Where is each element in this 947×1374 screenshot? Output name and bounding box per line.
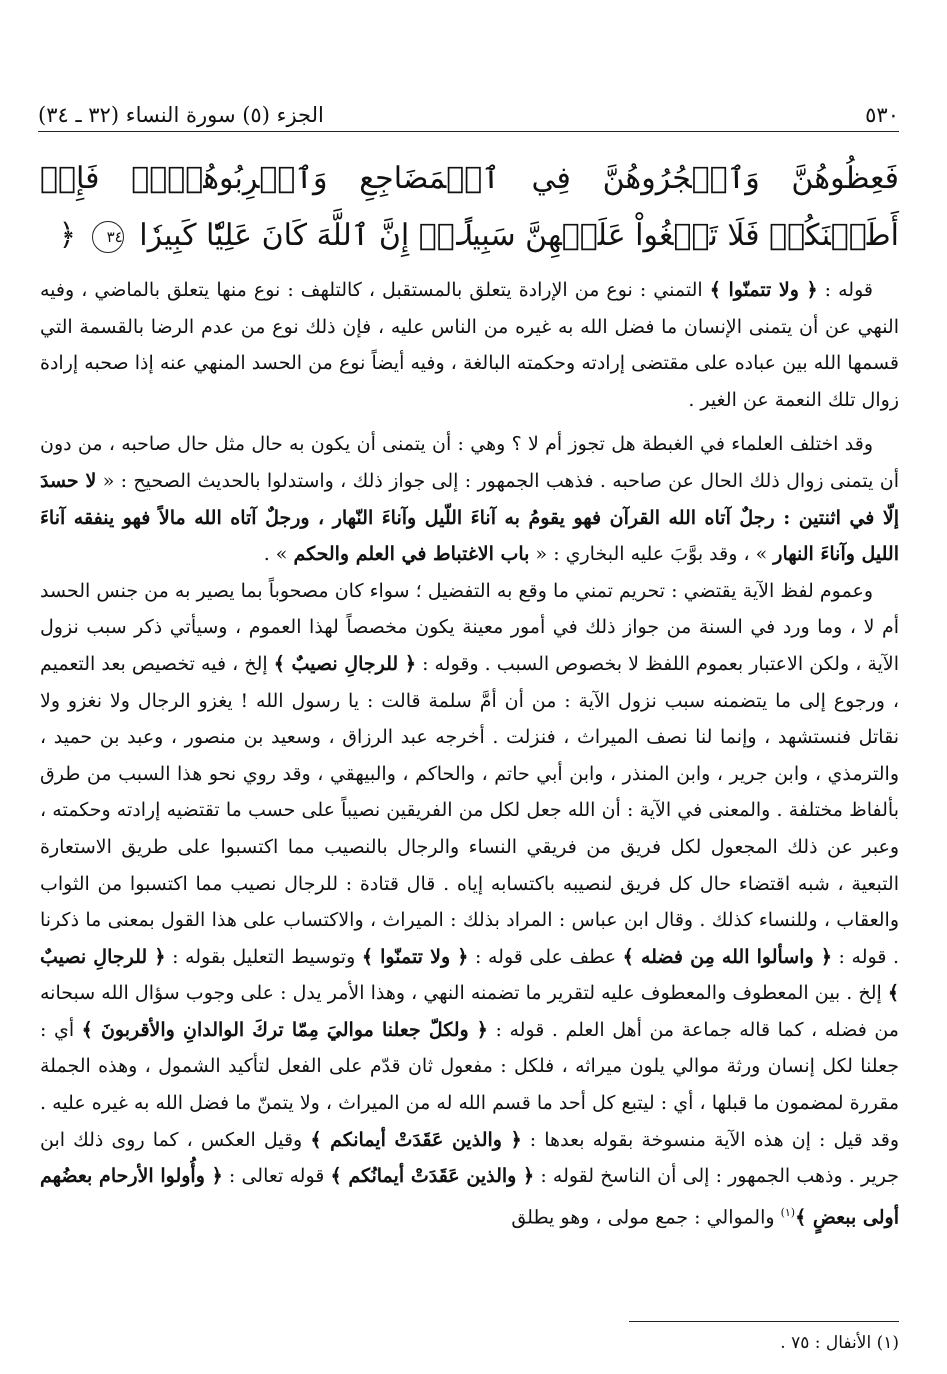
text-run: أي : جعلنا لكل إنسان ورثة موالي يلون ميراثه ، فلكل : مفعول ثان قدّم على الفعل لتأكيد الشمول ، وهذه الجملة مقررة لمضمون ما قبلها ، أي : ليتبع كل أحد ما قسم الله له من الميراث ، ولا يتمنّ ما فضل الله به غيره عليه . وقد قيل : إن هذه الآية منسوخة بقوله بعدها : [40, 1018, 899, 1151]
quoted-text: باب الاغتباط في العلم والحكم [293, 543, 530, 566]
quoted-text: ﴿ واسألوا الله مِن فضله ﴾ [622, 945, 832, 968]
text-run: والموالي : جمع مولى ، وهو يطلق [511, 1206, 781, 1229]
verse-close-bracket: ﴿ [58, 218, 77, 253]
verse-text: فَعِظُوهُنَّ وَٱهۡجُرُوهُنَّ فِي ٱلۡمَضَاجِعِ وَٱضۡرِبُوهُنَّۖ فَإِنۡ أَطَعۡنَكُمۡ فَلَا تَبۡغُواْ عَلَيۡهِنَّ سَبِيلًاۗ إِنَّ ٱللَّهَ كَانَ عَلِيّٗا كَبِيرٗا [40, 161, 899, 253]
quoted-text: ﴿ للرجالِ نصيبٌ ﴾ [40, 945, 899, 1005]
quoted-text: ﴿ والذين عَقَدَتْ أيمانكم ﴾ [310, 1128, 522, 1151]
footnote-divider [629, 1321, 899, 1322]
text-run: قوله : [817, 279, 873, 301]
text-run: » . [263, 543, 294, 566]
quoted-text: ﴿ ولكلّ جعلنا مواليَ مِمّا تركَ الوالدانِ والأقربونَ ﴾ [81, 1018, 488, 1041]
text-run: إلخ ، فيه تخصيص بعد التعميم ، ورجوع إلى ما يتضمنه سبب نزول الآية : من أن أمَّ سلمة قالت : يا رسول الله ! يغزو الرجال ولا نغزو ولا نقاتل فنستشهد ، وإنما لنا نصف الميراث ، فنزلت . أخرجه عبد الرزاق ، وسعيد بن منصور ، وعبد بن حميد ، والترمذي ، وابن جرير ، وابن المنذر ، وابن أبي حاتم ، والحاكم ، والبيهقي ، وقد روي نحو هذا السبب من طرق بألفاظ مختلفة . والمعنى في الآية : أن الله جعل لكل من الفريقين نصيباً على حسب ما تقتضيه إرادته وحكمته ، وعبر عن ذلك المجعول لكل فريق من فريقي النساء والرجال بالنصيب مما اكتسبوا على طريق الاستعارة التبعية ، شبه اقتضاء حال كل فريق لنصيبه باكتسابه إياه . قال قتادة : للرجال نصيب مما اكتسبوا من الثواب والعقاب ، وللنساء كذلك . وقال ابن عباس : المراد بذلك : الميراث ، والاكتساب على هذا القول بمعنى ما ذكرنا . قوله : [40, 652, 900, 968]
text-run: وعموم لفظ الآية يقتضي : تحريم تمني ما وقع به التفضيل ؛ سواء كان مصحوباً بما يصير به من جنس الحسد أم لا ، وما ورد في السنة من جواز ذلك في أمور معينة يكون مخصصاً لهذا العموم ، وسيأتي ذكر سبب نزول الآية ، ولكن الاعتبار بعموم اللفظ لا بخصوص السبب . وقوله : [40, 579, 899, 675]
paragraph [40, 272, 899, 418]
quoted-text: ﴿ ولا تتمنّوا ﴾ [361, 945, 469, 968]
ayah-number-badge: ٣٤ [92, 221, 124, 253]
text-run: وتوسيط التعليل بقوله : [165, 945, 362, 968]
text-run: وقيل العكس ، كما روى ذلك ابن جرير . وذهب الجمهور : إلى أن الناسخ لقوله : [40, 1128, 899, 1188]
page-number: ٥٣٠ [865, 103, 899, 127]
quoted-text: ﴿ وأُولوا الأرحام بعضُهم أولى ببعضٍ ﴾ [40, 1165, 899, 1229]
page-header [38, 98, 899, 132]
text-run: التمني : نوع من الإرادة يتعلق بالمستقبل ، كالتلهف : نوع منها يتعلق بالماضي ، وفيه النهي عن أن يتمنى الإنسان ما فضل الله به غيره من الناس عليه ، فإن ذلك نوع من عدم الرضا بالقسمة التي قسمها الله بين عباده على مقتضى إرادته وحكمته البالغة ، وفيه أيضاً نوع من الحسد المنهي عنه إذا صحبه إرادة زوال تلك النعمة عن الغير . [40, 279, 899, 411]
quoted-text: ﴿ ولا تتمنّوا ﴾ [709, 279, 818, 301]
commentary-body [40, 272, 899, 1236]
text-run: وقد اختلف العلماء في الغبطة هل تجوز أم لا ؟ وهي : أن يتمنى أن يكون به حال مثل حال صاحبه ، من دون أن يتمنى زوال ذلك الحال عن صاحبه . فذهب الجمهور : إلى جواز ذلك ، واستدلوا بالحديث الصحيح : « [40, 433, 899, 492]
quran-verse [40, 150, 899, 264]
text-run: قوله تعالى : [222, 1165, 331, 1188]
footnote: (١) الأنفال : ٧٥ . [780, 1333, 899, 1353]
text-run: عطف على قوله : [468, 945, 623, 968]
quoted-text: ﴿ للرجالِ نصيبٌ ﴾ [273, 652, 416, 675]
text-run: إلخ . بين المعطوف والمعطوف عليه لتقرير ما تضمنه النهي ، وهذا الأمر يدل : على وجوب سؤال الله سبحانه من فضله ، كما قاله جماعة من أهل العلم . قوله : [40, 982, 899, 1041]
running-title: الجزء (٥) سورة النساء (٣٢ ـ ٣٤) [38, 103, 324, 127]
quoted-text: ﴿ والذين عَقَدَتْ أيمانُكم ﴾ [330, 1165, 535, 1188]
paragraph [40, 426, 899, 572]
text-run: » ، وقد بوَّبَ عليه البخاري : « [529, 543, 774, 566]
quoted-text: لا حسدَ إلّا في اثنتين : رجلٌ آتاه الله القرآن فهو يقومُ به آناءَ اللّيل وآناءَ النّهار ، ورجلٌ آتاه الله مالاً فهو ينفقه آناءَ الليل وآناءَ النهار [40, 469, 899, 566]
paragraph [40, 573, 899, 1236]
footnote-marker: (١) [780, 1205, 796, 1219]
